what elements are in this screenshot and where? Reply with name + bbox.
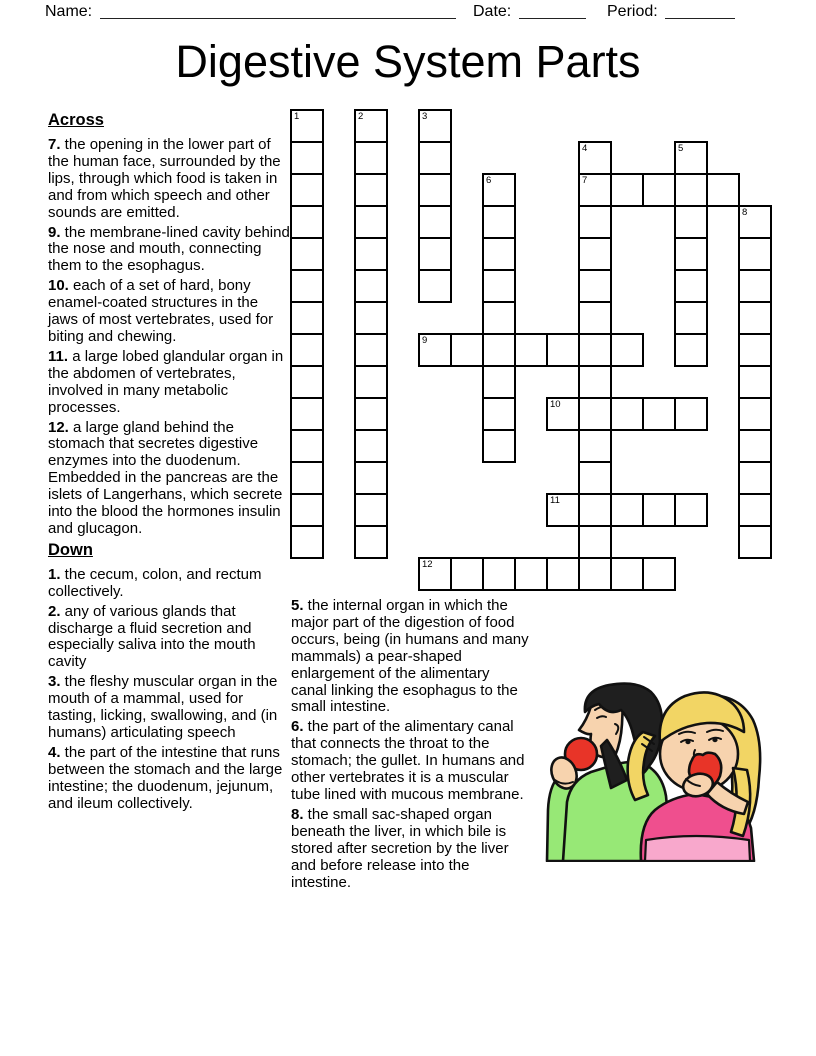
period-label: Period: [607, 3, 658, 20]
grid-cell-r14-c8[interactable] [546, 557, 580, 591]
grid-cell-r11-c9[interactable] [578, 461, 612, 495]
grid-cell-r1-c0[interactable] [290, 141, 324, 175]
grid-cell-r14-c5[interactable] [450, 557, 484, 591]
grid-cell-r6-c9[interactable] [578, 301, 612, 335]
cell-number: 1 [294, 111, 300, 122]
date-field-line[interactable] [519, 0, 586, 19]
grid-cell-r13-c14[interactable] [738, 525, 772, 559]
grid-cell-r9-c12[interactable] [674, 397, 708, 431]
across-clue-11: 11. a large lobed glandular organ in the abdomen of vertebrates, involved in many metabolic processes. [48, 347, 284, 416]
girls-eating-apples-illustration [545, 682, 777, 862]
period-field-line[interactable] [665, 0, 735, 19]
grid-cell-r7-c12[interactable] [674, 333, 708, 367]
grid-cell-r7-c8[interactable] [546, 333, 580, 367]
across-clue-10: 10. each of a set of hard, bony enamel-coated structures in the jaws of most vertebrates, used for biting and chewing. [48, 277, 274, 345]
down-clue-5: 5. the internal organ in which the major part of the digestion of food occurs, being (in humans and many mammals) a pear-shaped enlargement of the alimentary canal linking the esophagus to the small intestine. [291, 597, 529, 716]
grid-cell-r4-c0[interactable] [290, 237, 324, 271]
grid-cell-r2-c2[interactable] [354, 173, 388, 207]
grid-cell-r12-c12[interactable] [674, 493, 708, 527]
grid-cell-r2-c4[interactable] [418, 173, 452, 207]
grid-cell-r4-c9[interactable] [578, 237, 612, 271]
grid-cell-r13-c9[interactable] [578, 525, 612, 559]
clues-column-middle [291, 598, 529, 894]
down-clues-middle [291, 598, 529, 891]
date-label: Date: [473, 3, 512, 20]
grid-cell-r5-c6[interactable] [482, 269, 516, 303]
grid-cell-r6-c0[interactable] [290, 301, 324, 335]
across-clue-9: 9. the membrane-lined cavity behind the nose and mouth, connecting them to the esophagus. [48, 223, 290, 275]
grid-cell-r10-c9[interactable] [578, 429, 612, 463]
across-clue-12: 12. a large gland behind the stomach that secretes digestive enzymes into the duodenum. Embedded in the pancreas are the islets of Langerhans, which secrete into the blood the hormones insulin and glucagon. [48, 418, 283, 537]
grid-cell-r7-c10[interactable] [610, 333, 644, 367]
grid-cell-r7-c4[interactable] [418, 333, 452, 367]
grid-cell-r9-c8[interactable] [546, 397, 580, 431]
grid-cell-r3-c2[interactable] [354, 205, 388, 239]
grid-cell-r3-c12[interactable] [674, 205, 708, 239]
grid-cell-r8-c9[interactable] [578, 365, 612, 399]
grid-cell-r1-c12[interactable] [674, 141, 708, 175]
grid-cell-r7-c2[interactable] [354, 333, 388, 367]
grid-cell-r12-c9[interactable] [578, 493, 612, 527]
grid-cell-r12-c14[interactable] [738, 493, 772, 527]
grid-cell-r6-c14[interactable] [738, 301, 772, 335]
grid-cell-r14-c9[interactable] [578, 557, 612, 591]
grid-cell-r10-c6[interactable] [482, 429, 516, 463]
cell-number: 12 [422, 559, 433, 570]
grid-cell-r10-c0[interactable] [290, 429, 324, 463]
grid-cell-r9-c14[interactable] [738, 397, 772, 431]
grid-cell-r4-c14[interactable] [738, 237, 772, 271]
crossword-grid [291, 110, 773, 592]
page-title: Digestive System Parts [175, 36, 641, 87]
down-clue-3: 3. the fleshy muscular organ in the mouth of a mammal, used for tasting, licking, swallowing, and (in humans) articulating speech [48, 673, 278, 741]
cell-number: 10 [550, 399, 561, 410]
cell-number: 6 [486, 175, 492, 186]
cell-number: 5 [678, 143, 684, 154]
grid-cell-r2-c6[interactable] [482, 173, 516, 207]
grid-cell-r2-c10[interactable] [610, 173, 644, 207]
grid-cell-r7-c5[interactable] [450, 333, 484, 367]
down-heading: Down [48, 540, 93, 559]
grid-cell-r14-c11[interactable] [642, 557, 676, 591]
grid-cell-r7-c6[interactable] [482, 333, 516, 367]
across-heading: Across [48, 111, 104, 129]
grid-cell-r4-c4[interactable] [418, 237, 452, 271]
grid-cell-r5-c2[interactable] [354, 269, 388, 303]
grid-cell-r6-c2[interactable] [354, 301, 388, 335]
grid-cell-r2-c12[interactable] [674, 173, 708, 207]
grid-cell-r14-c7[interactable] [514, 557, 548, 591]
grid-cell-r9-c11[interactable] [642, 397, 676, 431]
grid-cell-r8-c2[interactable] [354, 365, 388, 399]
grid-cell-r5-c9[interactable] [578, 269, 612, 303]
grid-cell-r1-c4[interactable] [418, 141, 452, 175]
grid-cell-r14-c6[interactable] [482, 557, 516, 591]
name-label: Name: [45, 3, 93, 20]
grid-cell-r0-c2[interactable] [354, 109, 388, 143]
grid-cell-r6-c6[interactable] [482, 301, 516, 335]
grid-cell-r9-c6[interactable] [482, 397, 516, 431]
grid-cell-r3-c4[interactable] [418, 205, 452, 239]
grid-cell-r11-c14[interactable] [738, 461, 772, 495]
grid-cell-r5-c0[interactable] [290, 269, 324, 303]
grid-cell-r13-c0[interactable] [290, 525, 324, 559]
grid-cell-r6-c12[interactable] [674, 301, 708, 335]
grid-cell-r11-c2[interactable] [354, 461, 388, 495]
name-field-line[interactable] [100, 0, 456, 19]
across-clue-7: 7. the opening in the lower part of the human face, surrounded by the lips, through which food is taken in and from which speech and other sounds are emitted. [48, 136, 281, 221]
grid-cell-r3-c6[interactable] [482, 205, 516, 239]
grid-cell-r7-c9[interactable] [578, 333, 612, 367]
grid-cell-r9-c9[interactable] [578, 397, 612, 431]
grid-cell-r2-c13[interactable] [706, 173, 740, 207]
down-clues-left [48, 567, 290, 813]
across-clues [48, 137, 290, 538]
grid-cell-r2-c11[interactable] [642, 173, 676, 207]
grid-cell-r12-c0[interactable] [290, 493, 324, 527]
grid-cell-r1-c2[interactable] [354, 141, 388, 175]
grid-cell-r5-c4[interactable] [418, 269, 452, 303]
grid-cell-r9-c0[interactable] [290, 397, 324, 431]
grid-cell-r12-c11[interactable] [642, 493, 676, 527]
grid-cell-r11-c0[interactable] [290, 461, 324, 495]
grid-cell-r2-c0[interactable] [290, 173, 324, 207]
grid-cell-r8-c6[interactable] [482, 365, 516, 399]
cell-number: 11 [550, 495, 560, 506]
clues-column-left [48, 111, 290, 816]
grid-cell-r14-c10[interactable] [610, 557, 644, 591]
down-clue-8: 8. the small sac-shaped organ beneath the liver, in which bile is stored after secretion by the liver and before release into the intestine. [291, 805, 509, 891]
grid-cell-r9-c10[interactable] [610, 397, 644, 431]
grid-cell-r8-c0[interactable] [290, 365, 324, 399]
grid-cell-r3-c9[interactable] [578, 205, 612, 239]
grid-cell-r0-c0[interactable] [290, 109, 324, 143]
grid-cell-r10-c2[interactable] [354, 429, 388, 463]
grid-cell-r4-c12[interactable] [674, 237, 708, 271]
grid-cell-r0-c4[interactable] [418, 109, 452, 143]
down-clue-1: 1. the cecum, colon, and rectum collectively. [48, 565, 262, 600]
grid-cell-r12-c8[interactable] [546, 493, 580, 527]
down-clue-2: 2. any of various glands that discharge a fluid secretion and especially saliva into the mouth cavity [48, 602, 256, 671]
grid-cell-r7-c14[interactable] [738, 333, 772, 367]
grid-cell-r9-c2[interactable] [354, 397, 388, 431]
cell-number: 4 [582, 143, 588, 154]
grid-cell-r4-c6[interactable] [482, 237, 516, 271]
cell-number: 7 [582, 175, 588, 186]
grid-cell-r5-c14[interactable] [738, 269, 772, 303]
grid-cell-r4-c2[interactable] [354, 237, 388, 271]
grid-cell-r1-c9[interactable] [578, 141, 612, 175]
grid-cell-r7-c7[interactable] [514, 333, 548, 367]
grid-cell-r12-c2[interactable] [354, 493, 388, 527]
cell-number: 8 [742, 207, 748, 218]
grid-cell-r2-c9[interactable] [578, 173, 612, 207]
grid-cell-r12-c10[interactable] [610, 493, 644, 527]
cell-number: 3 [422, 111, 428, 122]
grid-cell-r8-c14[interactable] [738, 365, 772, 399]
grid-cell-r3-c14[interactable] [738, 205, 772, 239]
grid-cell-r10-c14[interactable] [738, 429, 772, 463]
grid-cell-r14-c4[interactable] [418, 557, 452, 591]
cell-number: 9 [422, 335, 428, 346]
cell-number: 2 [358, 111, 364, 122]
down-clue-4: 4. the part of the intestine that runs between the stomach and the large intestine; the duodenum, jejunum, and ileum collectively. [48, 743, 283, 812]
grid-cell-r3-c0[interactable] [290, 205, 324, 239]
down-clue-6: 6. the part of the alimentary canal that connects the throat to the stomach; the gullet. In humans and other vertebrates it is a muscular tube lined with mucous membrane. [291, 718, 525, 803]
grid-cell-r7-c0[interactable] [290, 333, 324, 367]
grid-cell-r13-c2[interactable] [354, 525, 388, 559]
grid-cell-r5-c12[interactable] [674, 269, 708, 303]
